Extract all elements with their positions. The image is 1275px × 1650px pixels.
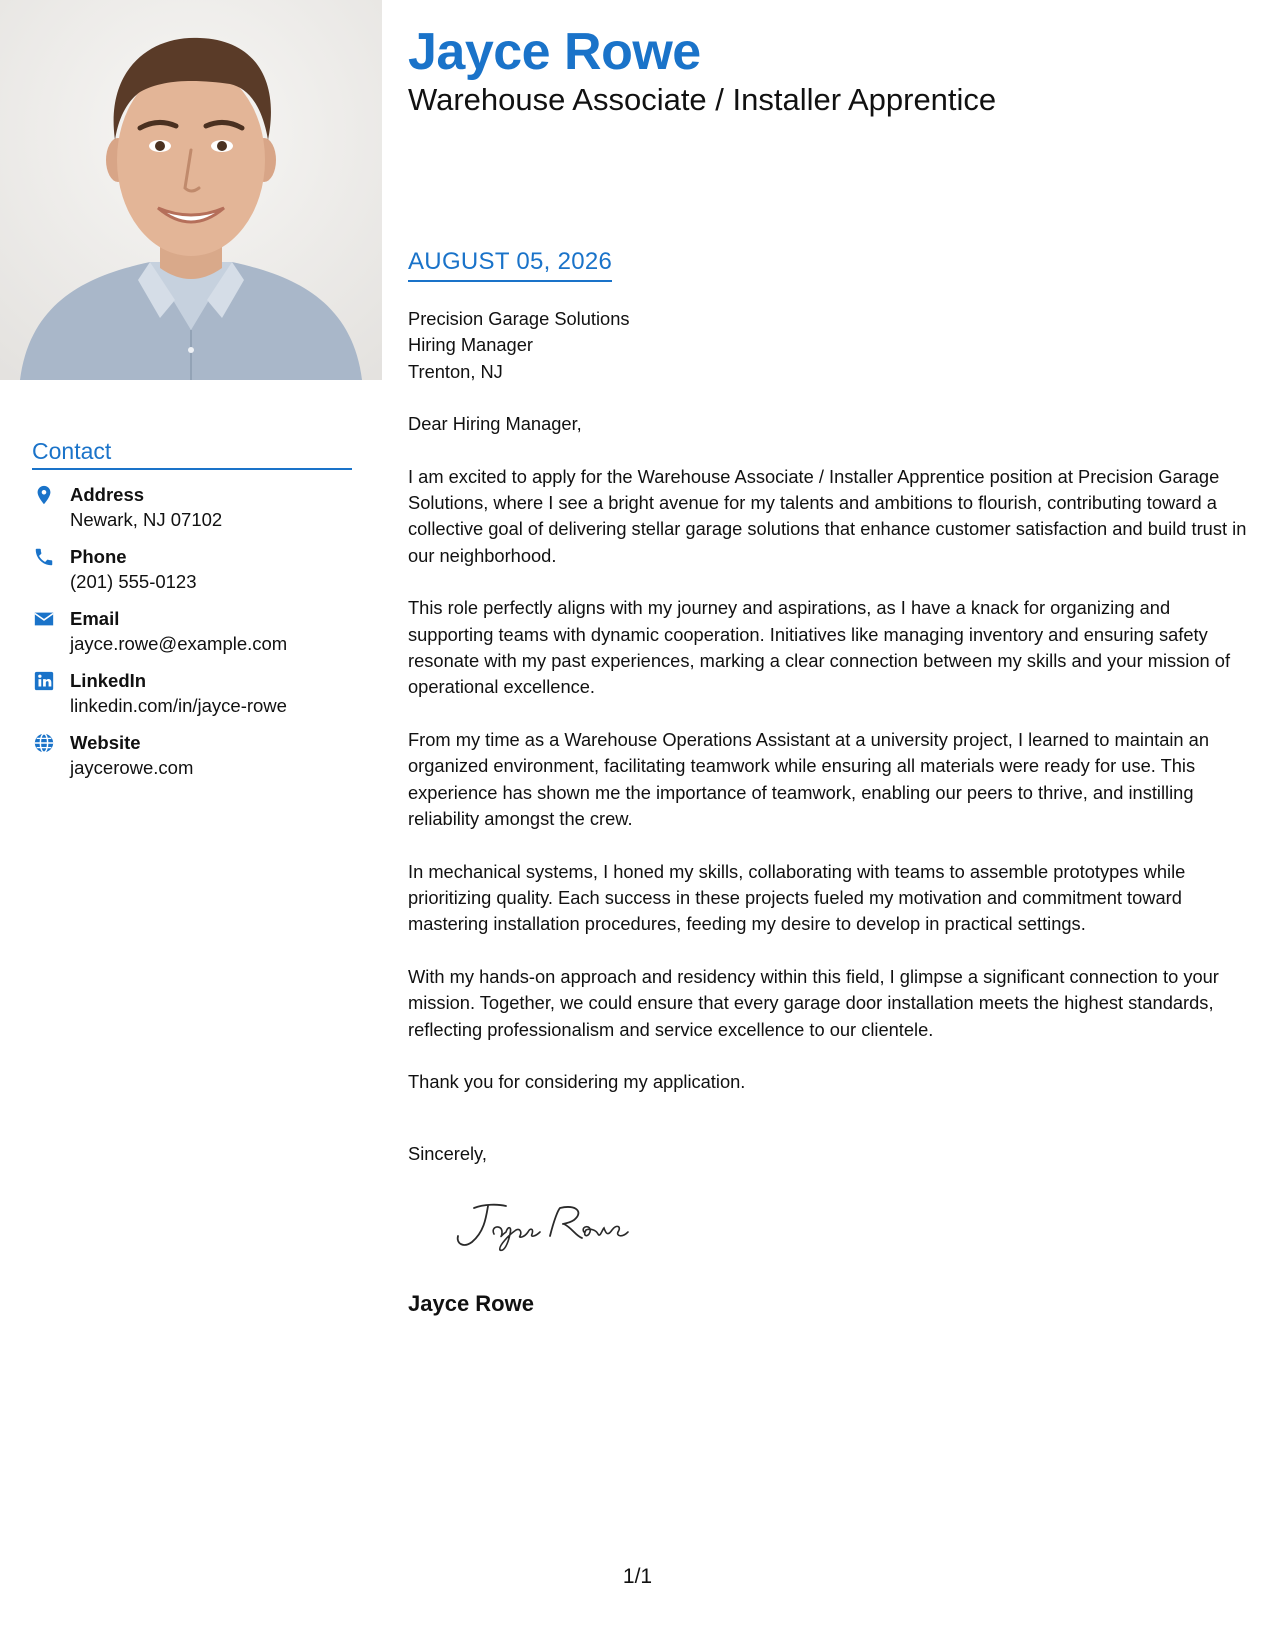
applicant-role: Warehouse Associate / Installer Apprentice (408, 82, 997, 117)
handwritten-signature (450, 1196, 640, 1261)
contact-item-linkedin (32, 668, 352, 718)
contact-heading: Contact (32, 438, 352, 470)
recipient-title: Hiring Manager (408, 334, 533, 356)
email-link[interactable]: jayce.rowe@example.com (70, 633, 288, 654)
contact-item-email (32, 606, 352, 656)
contact-label: Address (70, 484, 145, 505)
contact-label: Website (70, 732, 141, 753)
phone-value: (201) 555-0123 (70, 571, 197, 592)
body-paragraph: In mechanical systems, I honed my skills, collaborating with teams to assemble prototypes while prioritizing quality. Each success in these projects fueled my motivation and commitment toward mastering installation procedures, feeding my desire to develop in practical settings. (408, 860, 1186, 935)
contact-label: LinkedIn (70, 670, 147, 691)
letter-body (408, 306, 1248, 1121)
phone-icon (33, 546, 55, 568)
address-value: Newark, NJ 07102 (70, 509, 223, 530)
map-pin-icon (33, 484, 55, 506)
contact-item-website (32, 730, 352, 780)
applicant-name: Jayce Rowe (408, 23, 701, 81)
linkedin-link[interactable]: linkedin.com/in/jayce-rowe (70, 695, 287, 716)
contact-item-address (32, 482, 352, 532)
envelope-icon (33, 608, 55, 630)
body-paragraph: I am excited to apply for the Warehouse Associate / Installer Apprentice position at Precision Garage Solutions, where I see a bright avenue for my talents and ambitions to flourish, contributing toward a collective goal of delivering stellar garage solutions that enhance customer satisfaction and build trust in our neighborhood. (408, 465, 1247, 566)
globe-icon (33, 732, 55, 754)
page-number: 1/1 (622, 1565, 653, 1588)
body-paragraph: This role perfectly aligns with my journey and aspirations, as I have a knack for organizing and supporting teams with dynamic cooperation. Initiatives like managing inventory and ensuring safety resonate with my past experiences, marking a clear connection between my skills and your mission of operational excellence. (408, 597, 1231, 698)
letter-date: AUGUST 05, 2026 (408, 248, 612, 282)
thank-you-line: Thank you for considering my application. (408, 1070, 746, 1092)
contact-sidebar (32, 438, 352, 792)
contact-item-phone (32, 544, 352, 594)
recipient-block (408, 306, 1248, 385)
linkedin-icon (33, 670, 55, 692)
closing-line: Sincerely, (408, 1143, 487, 1164)
body-paragraph: From my time as a Warehouse Operations Assistant at a university project, I learned to maintain an organized environment, facilitating teamwork while ensuring all materials were ready for use. This experience has shown me the importance of teamwork, enabling our peers to thrive, and instilling reliability amongst the crew. (408, 728, 1210, 830)
signer-name: Jayce Rowe (408, 1291, 534, 1316)
recipient-location: Trenton, NJ (408, 360, 503, 382)
profile-photo (0, 0, 382, 380)
contact-label: Email (70, 608, 120, 629)
body-paragraph: With my hands-on approach and residency within this field, I glimpse a significant connection to your mission. Together, we could ensure that every garage door installation meets the highest standards, reflecting professionalism and service excellence to our clientele. (408, 965, 1219, 1040)
salutation: Dear Hiring Manager, (408, 413, 582, 435)
website-link[interactable]: jaycerowe.com (70, 757, 194, 778)
contact-label: Phone (70, 546, 127, 567)
recipient-company: Precision Garage Solutions (408, 308, 630, 329)
